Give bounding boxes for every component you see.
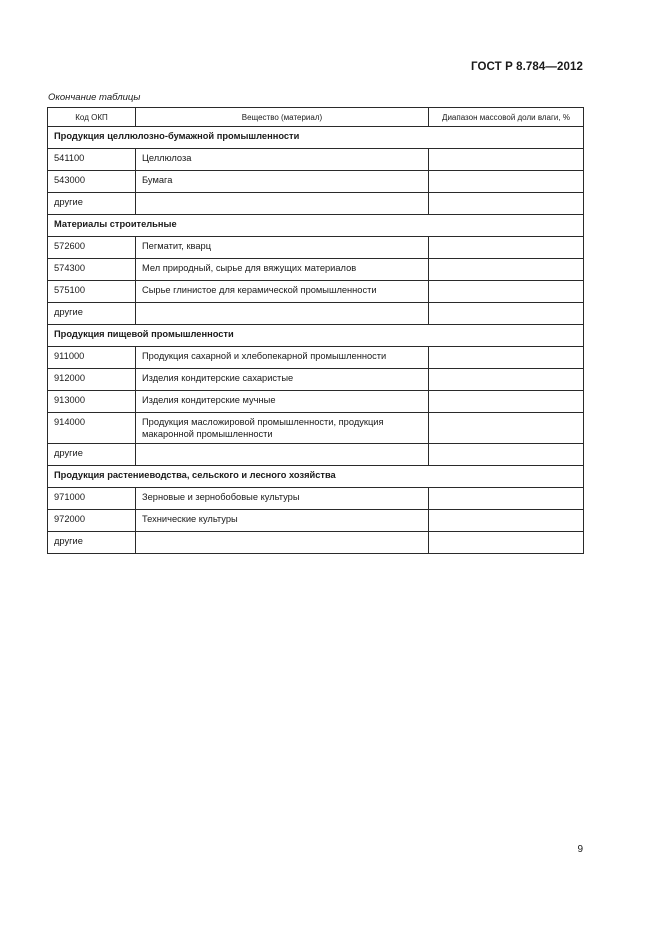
cell-code: 913000 bbox=[48, 391, 136, 413]
page-number: 9 bbox=[577, 844, 583, 855]
table-section-row bbox=[48, 215, 584, 237]
table-row bbox=[48, 510, 584, 532]
column-header-code: Код ОКП bbox=[48, 108, 136, 127]
cell-code: 971000 bbox=[48, 488, 136, 510]
section-title: Материалы строительные bbox=[48, 215, 584, 237]
cell-code: 543000 bbox=[48, 171, 136, 193]
table-section-row bbox=[48, 466, 584, 488]
table-row bbox=[48, 149, 584, 171]
cell-material: Целлюлоза bbox=[136, 149, 429, 171]
cell-material: Продукция масложировой промышленности, продукция макаронной промышленности bbox=[136, 413, 429, 444]
table-row bbox=[48, 347, 584, 369]
section-title: Продукция целлюлозно-бумажной промышленности bbox=[48, 127, 584, 149]
table-body bbox=[48, 127, 584, 554]
table-row bbox=[48, 281, 584, 303]
cell-range bbox=[429, 303, 584, 325]
table-row bbox=[48, 413, 584, 444]
cell-material: Изделия кондитерские мучные bbox=[136, 391, 429, 413]
table-header-row bbox=[48, 108, 584, 127]
cell-range bbox=[429, 444, 584, 466]
cell-range bbox=[429, 149, 584, 171]
table-row bbox=[48, 237, 584, 259]
cell-material bbox=[136, 303, 429, 325]
cell-range bbox=[429, 391, 584, 413]
cell-range bbox=[429, 237, 584, 259]
cell-range bbox=[429, 510, 584, 532]
cell-range bbox=[429, 281, 584, 303]
table-row bbox=[48, 444, 584, 466]
table-caption: Окончание таблицы bbox=[48, 92, 141, 103]
cell-material bbox=[136, 532, 429, 554]
cell-code: другие bbox=[48, 444, 136, 466]
table-row bbox=[48, 259, 584, 281]
cell-material: Продукция сахарной и хлебопекарной промышленности bbox=[136, 347, 429, 369]
data-table bbox=[47, 107, 584, 554]
cell-material: Бумага bbox=[136, 171, 429, 193]
table-row bbox=[48, 303, 584, 325]
column-header-material: Вещество (материал) bbox=[136, 108, 429, 127]
cell-code: 541100 bbox=[48, 149, 136, 171]
cell-material: Мел природный, сырье для вяжущих материалов bbox=[136, 259, 429, 281]
table-row bbox=[48, 193, 584, 215]
cell-material: Технические культуры bbox=[136, 510, 429, 532]
cell-code: другие bbox=[48, 303, 136, 325]
table-row bbox=[48, 391, 584, 413]
cell-code: другие bbox=[48, 532, 136, 554]
cell-material: Изделия кондитерские сахаристые bbox=[136, 369, 429, 391]
cell-material: Зерновые и зернобобовые культуры bbox=[136, 488, 429, 510]
table-row bbox=[48, 369, 584, 391]
cell-material: Пегматит, кварц bbox=[136, 237, 429, 259]
cell-code: 972000 bbox=[48, 510, 136, 532]
cell-range bbox=[429, 347, 584, 369]
cell-material bbox=[136, 444, 429, 466]
column-header-range: Диапазон массовой доли влаги, % bbox=[429, 108, 584, 127]
cell-code: другие bbox=[48, 193, 136, 215]
cell-code: 574300 bbox=[48, 259, 136, 281]
cell-range bbox=[429, 532, 584, 554]
section-title: Продукция пищевой промышленности bbox=[48, 325, 584, 347]
cell-material bbox=[136, 193, 429, 215]
cell-code: 912000 bbox=[48, 369, 136, 391]
table-row bbox=[48, 532, 584, 554]
table-row bbox=[48, 171, 584, 193]
table-section-row bbox=[48, 127, 584, 149]
table-section-row bbox=[48, 325, 584, 347]
cell-code: 914000 bbox=[48, 413, 136, 444]
cell-code: 911000 bbox=[48, 347, 136, 369]
table-row bbox=[48, 488, 584, 510]
cell-code: 572600 bbox=[48, 237, 136, 259]
cell-material: Сырье глинистое для керамической промышленности bbox=[136, 281, 429, 303]
cell-code: 575100 bbox=[48, 281, 136, 303]
section-title: Продукция растениеводства, сельского и лесного хозяйства bbox=[48, 466, 584, 488]
document-code: ГОСТ Р 8.784—2012 bbox=[471, 61, 583, 73]
cell-range bbox=[429, 259, 584, 281]
cell-range bbox=[429, 488, 584, 510]
cell-range bbox=[429, 171, 584, 193]
cell-range bbox=[429, 369, 584, 391]
cell-range bbox=[429, 413, 584, 444]
cell-range bbox=[429, 193, 584, 215]
